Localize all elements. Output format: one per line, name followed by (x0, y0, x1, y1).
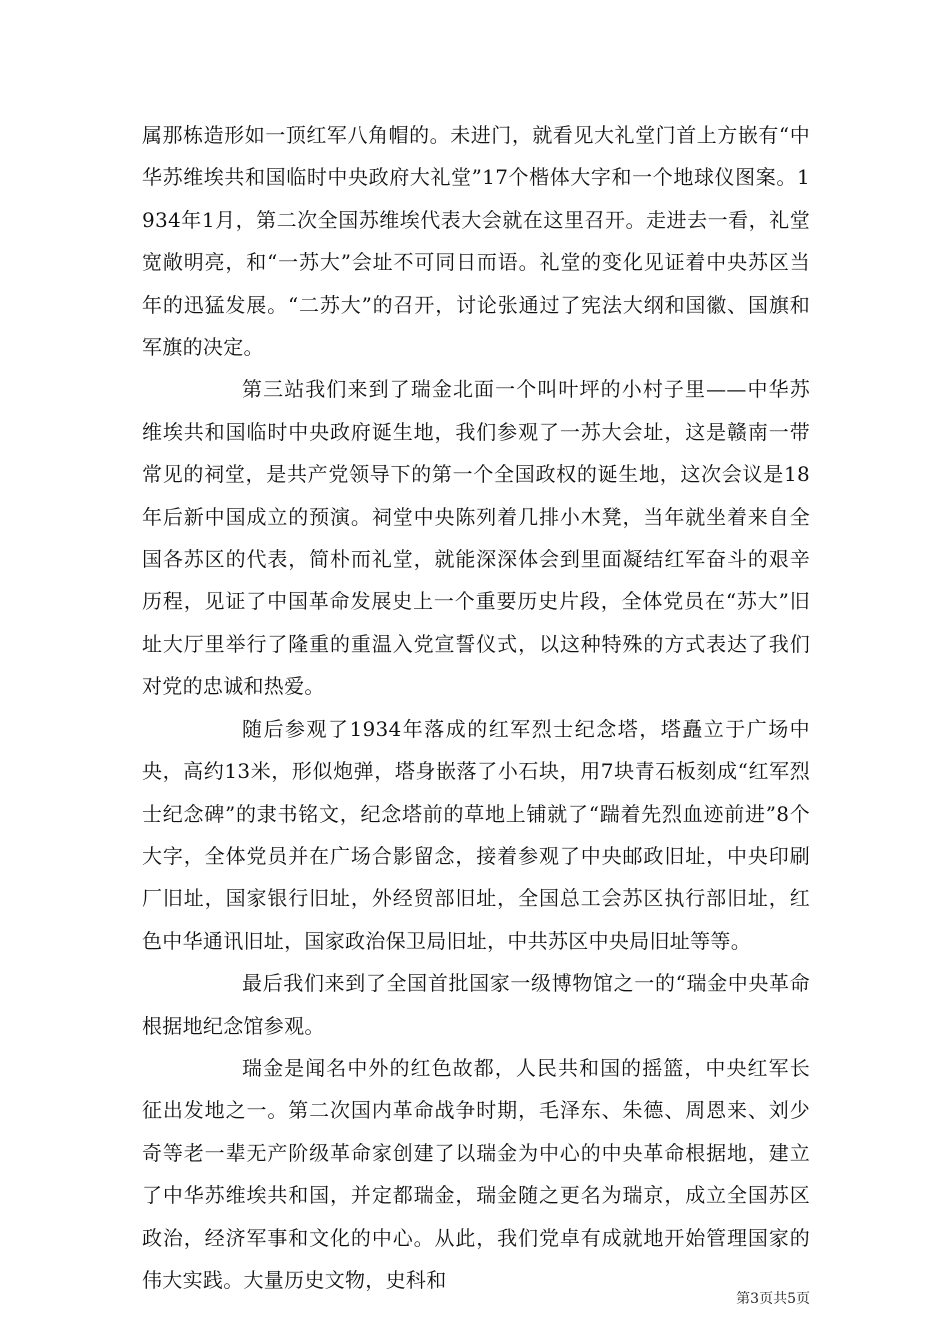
paragraph-continued: 属那栋造形如一顶红军八角帽的。未进门，就看见大礼堂门首上方嵌有“中华苏维埃共和国临时中央政府大礼堂”17个楷体大字和一个地球仪图案。1934年1月，第二次全国苏维埃代表大会就在这里召开。走进去一看，礼堂宽敞明亮，和“一苏大”会址不可同日而语。礼堂的变化见证着中央苏区当年的迅猛发展。“二苏大”的召开，讨论张通过了宪法大纲和国徽、国旗和军旗的决定。 (142, 123, 810, 360)
body-text (142, 114, 810, 1301)
paragraph-museum-visit: 最后我们来到了全国首批国家一级博物馆之一的“瑞金中央革命根据地纪念馆参观。 (142, 971, 810, 1038)
page-number-footer: 第3页共5页 (736, 1291, 810, 1307)
paragraph-memorial-tower: 随后参观了1934年落成的红军烈士纪念塔，塔矗立于广场中央，高约13米，形似炮弹，塔身嵌落了小石块，用7块青石板刻成“红军烈士纪念碑”的隶书铭文，纪念塔前的草地上铺就了“踹着先烈血迹前进”8个大字，全体党员并在广场合影留念，接着参观了中央邮政旧址，中央印刷厂旧址，国家银行旧址，外经贸部旧址，全国总工会苏区执行部旧址，红色中华通讯旧址，国家政治保卫局旧址，中共苏区中央局旧址等等。 (142, 716, 810, 953)
paragraph-third-stop: 第三站我们来到了瑞金北面一个叫叶坪的小村子里——中华苏维埃共和国临时中央政府诞生地，我们参观了一苏大会址，这是赣南一带常见的祠堂，是共产党领导下的第一个全国政权的诞生地，这次会议是18年后新中国成立的预演。祠堂中央陈列着几排小木凳，当年就坐着来自全国各苏区的代表，简朴而礼堂，就能深深体会到里面凝结红军奋斗的艰辛历程，见证了中国革命发展史上一个重要历史片段，全体党员在“苏大”旧址大厅里举行了隆重的重温入党宣誓仪式，以这种特殊的方式表达了我们对党的忠诚和热爱。 (142, 377, 810, 699)
paragraph-ruijin-history: 瑞金是闻名中外的红色故都，人民共和国的摇篮，中央红军长征出发地之一。第二次国内革命战争时期，毛泽东、朱德、周恩来、刘少奇等老一辈无产阶级革命家创建了以瑞金为中心的中央革命根据地，建立了中华苏维埃共和国，并定都瑞金，瑞金随之更名为瑞京，成立全国苏区政治，经济军事和文化的中心。从此，我们党卓有成就地开始管理国家的伟大实践。大量历史文物，史科和 (142, 1055, 810, 1292)
